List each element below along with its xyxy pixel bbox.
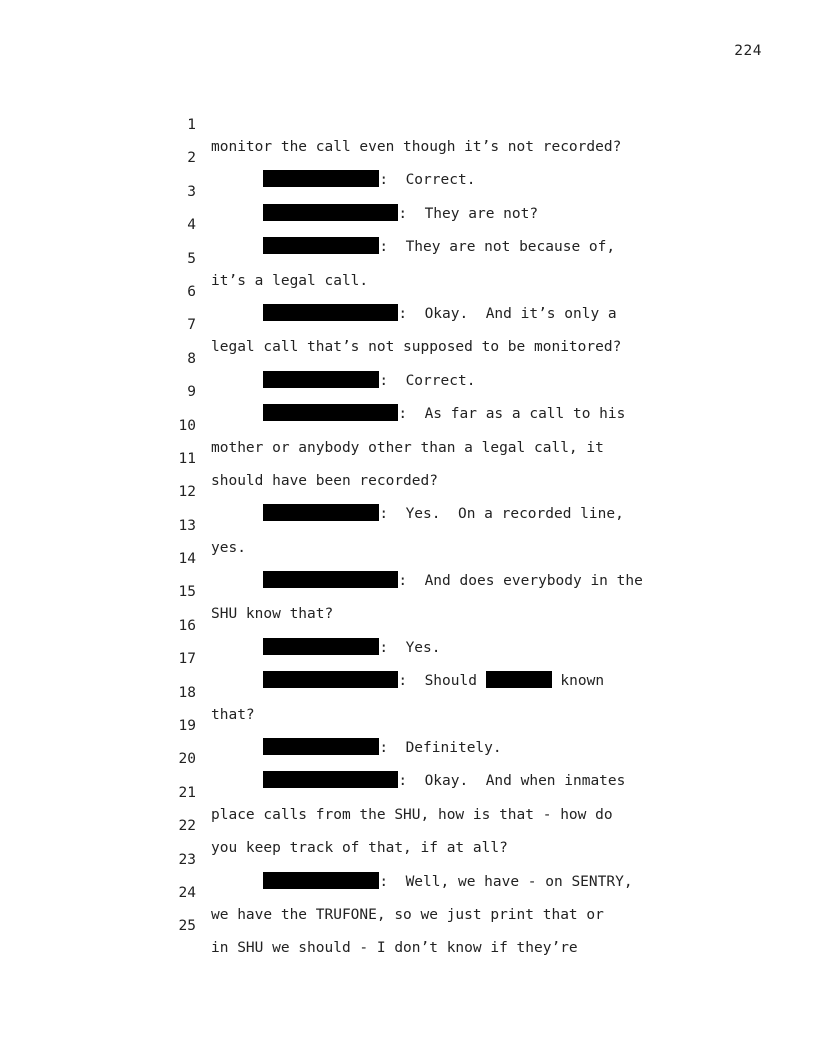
line-text: monitor the call even though it’s not recorded? — [211, 139, 622, 155]
line-number: 5 — [187, 250, 196, 267]
line-text: mother or anybody other than a legal call, it — [211, 439, 604, 456]
line-text: : Yes. On a recorded line, — [379, 506, 624, 523]
line-text: : And does everybody in the — [398, 573, 643, 590]
line-number: 23 — [178, 851, 196, 868]
line-number: 3 — [187, 183, 196, 200]
line-number: 25 — [178, 918, 196, 935]
transcript-line — [160, 559, 720, 623]
line-number: 8 — [187, 350, 196, 367]
line-number: 19 — [178, 718, 196, 735]
transcript-body — [160, 92, 720, 957]
line-text: : Okay. And when inmates — [398, 773, 626, 790]
line-number: 1 — [187, 117, 196, 133]
line-number: 12 — [178, 484, 196, 501]
transcript-line — [160, 660, 720, 723]
line-text: that? — [211, 706, 255, 723]
line-number: 18 — [178, 684, 196, 701]
line-text: you keep track of that, if at all? — [211, 840, 508, 857]
transcript-line — [160, 426, 720, 489]
transcript-line — [160, 259, 720, 322]
line-number: 2 — [187, 150, 196, 167]
transcript-line — [160, 760, 720, 823]
line-text: : Definitely. — [379, 740, 502, 757]
transcript-line — [160, 393, 720, 456]
line-number: 9 — [187, 384, 196, 401]
line-text: should have been recorded? — [211, 472, 438, 489]
line-text: : They are not? — [398, 205, 539, 222]
transcript-line — [160, 893, 720, 957]
line-number: 7 — [187, 317, 196, 334]
line-number: 11 — [178, 450, 196, 467]
line-text: : They are not because of, — [379, 239, 616, 256]
transcript-line — [160, 827, 720, 890]
transcript-line — [160, 793, 720, 857]
transcript-line — [160, 626, 720, 690]
line-number: 4 — [187, 217, 196, 234]
line-text: SHU know that? — [211, 606, 334, 623]
page-number: 224 — [734, 43, 762, 59]
transcript-line — [160, 359, 720, 423]
transcript-line — [160, 593, 720, 656]
line-number: 10 — [178, 417, 196, 434]
line-text: : Should — [398, 673, 486, 690]
transcript-line — [160, 92, 720, 155]
line-text: legal call that’s not supposed to be monitored? — [211, 339, 622, 356]
line-text: yes. — [211, 539, 246, 556]
transcript-line — [160, 493, 720, 556]
transcript-line — [160, 459, 720, 523]
line-number: 15 — [178, 584, 196, 601]
transcript-line — [160, 226, 720, 289]
transcript-line — [160, 292, 720, 356]
transcript-line — [160, 159, 720, 222]
transcript-line — [160, 125, 720, 189]
line-text: known — [551, 673, 605, 690]
transcript-line — [160, 192, 720, 256]
line-number: 6 — [187, 283, 196, 300]
line-number: 22 — [178, 818, 196, 835]
line-number: 14 — [178, 551, 196, 568]
line-text: : Okay. And it’s only a — [398, 305, 617, 322]
line-number: 24 — [178, 884, 196, 901]
line-text: : Correct. — [379, 372, 476, 389]
line-text: place calls from the SHU, how is that - how do — [211, 806, 613, 823]
line-number: 20 — [178, 751, 196, 768]
line-text: we have the TRUFONE, so we just print that or — [211, 906, 604, 923]
line-number: 17 — [178, 651, 196, 668]
transcript-line — [160, 326, 720, 389]
line-number: 16 — [178, 617, 196, 634]
line-text: : Well, we have - on SENTRY, — [379, 873, 633, 890]
line-text: : Yes. — [379, 639, 441, 656]
transcript-line — [160, 526, 720, 590]
line-text: : Correct. — [379, 172, 476, 189]
line-text: in SHU we should - I don’t know if they’re — [211, 940, 578, 957]
line-text: : As far as a call to his — [398, 406, 626, 423]
transcript-line — [160, 693, 720, 757]
transcript-line — [160, 860, 720, 923]
transcript-line — [160, 726, 720, 790]
line-text: it’s a legal call. — [211, 272, 369, 289]
line-number: 21 — [178, 784, 196, 801]
line-number: 13 — [178, 517, 196, 534]
